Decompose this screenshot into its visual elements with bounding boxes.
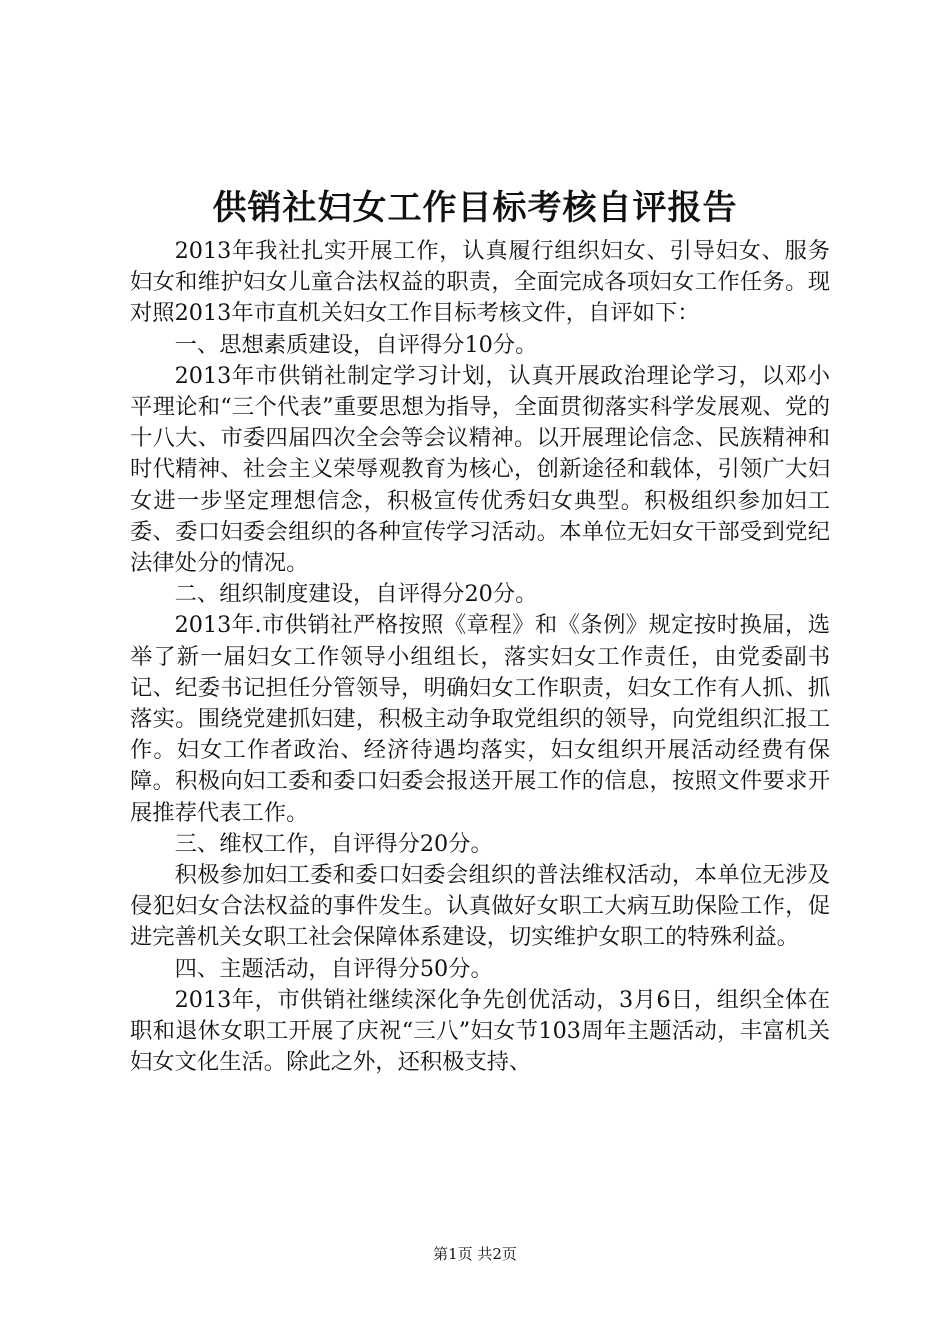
paragraph-section-1: 2013年市供销社制定学习计划，认真开展政治理论学习，以邓小平理论和“三个代表”重要思想为指导，全面贯彻落实科学发展观、党的十八大、市委四届四次全会等会议精神。以开展理论信念、民族精神和时代精神、社会主义荣辱观教育为核心，创新途径和载体，引领广大妇女进一步坚定理想信念，积极宣传优秀妇女典型。积极组织参加妇工委、委口妇委会组织的各种宣传学习活动。本单位无妇女干部受到党纪法律处分的情况。 xyxy=(130,362,830,577)
paragraph-section-2: 2013年.市供销社严格按照《章程》和《条例》规定按时换届，选举了新一届妇女工作领导小组组长，落实妇女工作责任，由党委副书记、纪委书记担任分管领导，明确妇女工作职责，妇女工作有人抓、抓落实。围绕党建抓妇建，积极主动争取党组织的领导，向党组织汇报工作。妇女工作者政治、经济待遇均落实，妇女组织开展活动经费有保障。积极向妇工委和委口妇委会报送开展工作的信息，按照文件要求开展推荐代表工作。 xyxy=(130,612,830,826)
document-body xyxy=(130,236,830,1078)
section-heading-1: 一、思想素质建设，自评得分10分。 xyxy=(174,331,538,358)
section-heading-4: 四、主题活动，自评得分50分。 xyxy=(174,955,493,982)
section-heading-3: 三、维权工作，自评得分20分。 xyxy=(174,830,493,857)
page-number: 第1页 共2页 xyxy=(433,1245,517,1263)
paragraph-section-4: 2013年，市供销社继续深化争先创优活动，3月6日，组织全体在职和退休女职工开展了庆祝“三八”妇女节103周年主题活动，丰富机关妇女文化生活。除此之外，还积极支持、 xyxy=(130,986,830,1076)
section-heading-2: 二、组织制度建设，自评得分20分。 xyxy=(174,581,538,608)
page-footer xyxy=(0,1244,950,1264)
paragraph-intro: 2013年我社扎实开展工作，认真履行组织妇女、引导妇女、服务妇女和维护妇女儿童合法权益的职责，全面完成各项妇女工作任务。现对照2013年市直机关妇女工作目标考核文件，自评如下： xyxy=(130,238,830,327)
document-title: 供销社妇女工作目标考核自评报告 xyxy=(212,188,738,228)
paragraph-section-3: 积极参加妇工委和委口妇委会组织的普法维权活动，本单位无涉及侵犯妇女合法权益的事件发生。认真做好女职工大病互助保险工作，促进完善机关女职工社会保障体系建设，切实维护女职工的特殊利益。 xyxy=(130,862,830,951)
